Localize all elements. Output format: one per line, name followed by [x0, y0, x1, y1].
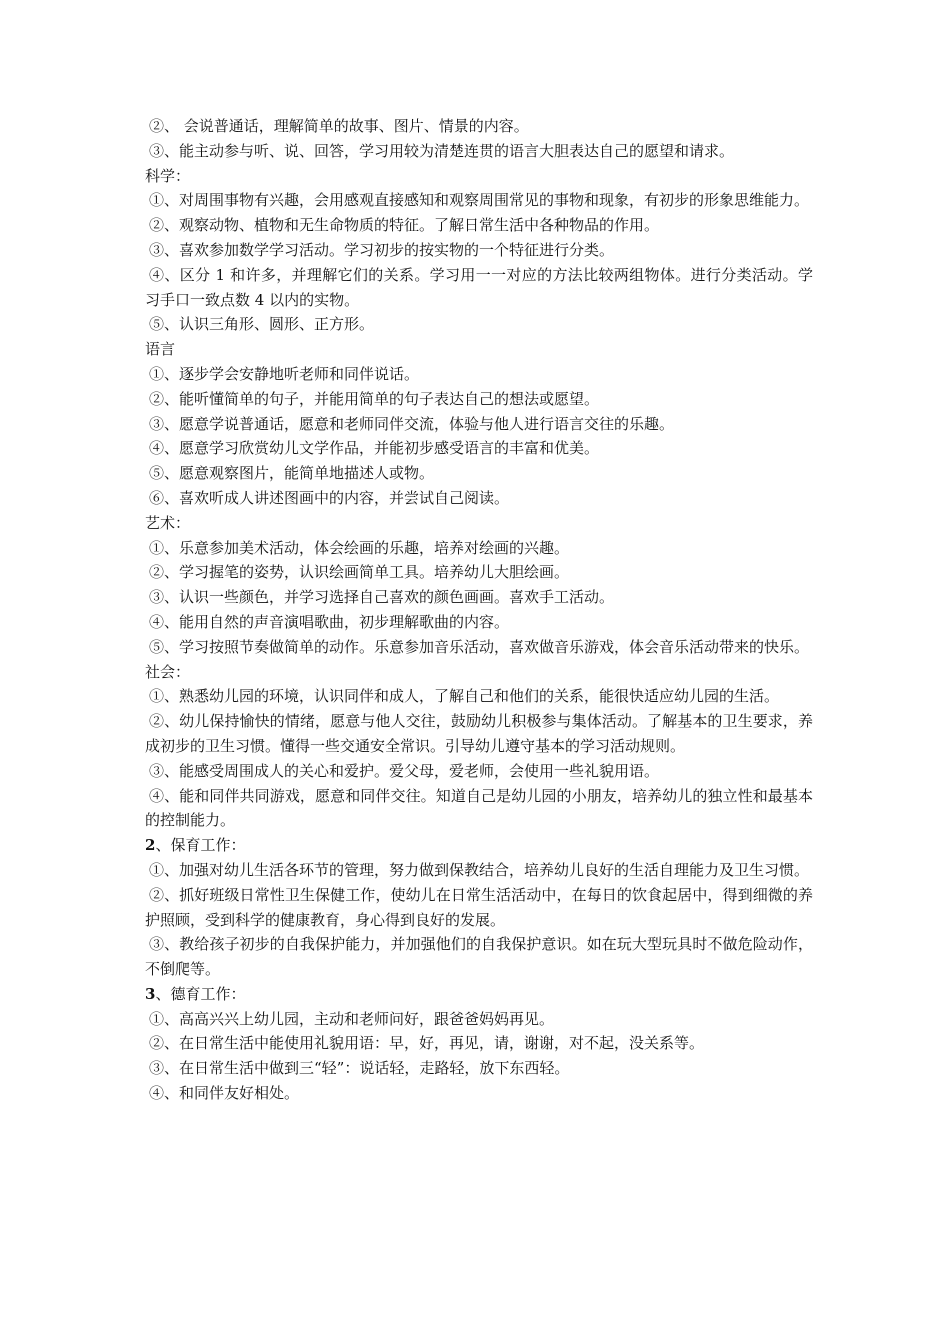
list-item: ④、区分 1 和许多，并理解它们的关系。学习用一一对应的方法比较两组物体。进行分类活动。学习手口一致点数 4 以内的实物。: [145, 265, 813, 309]
list-item: ③、能主动参与听、说、回答，学习用较为清楚连贯的语言大胆表达自己的愿望和请求。: [149, 141, 735, 160]
list-item: ③、认识一些颜色，并学习选择自己喜欢的颜色画画。喜欢手工活动。: [149, 588, 615, 607]
list-item: ②、抓好班级日常性卫生保健工作，使幼儿在日常生活活动中，在每日的饮食起居中，得到细微的养护照顾，受到科学的健康教育，身心得到良好的发展。: [145, 885, 813, 929]
list-item: ④、愿意学习欣赏幼儿文学作品，并能初步感受语言的丰富和优美。: [149, 439, 600, 458]
section-title: 、保育工作：: [155, 836, 246, 855]
list-item: ②、在日常生活中能使用礼貌用语：早，好，再见，请，谢谢，对不起，没关系等。: [149, 1034, 705, 1053]
list-item: ③、能感受周围成人的关心和爱护。爱父母，爱老师，会使用一些礼貌用语。: [149, 761, 660, 780]
list-item: ④、能用自然的声音演唱歌曲，初步理解歌曲的内容。: [149, 612, 510, 631]
subject-heading: 语言: [145, 340, 176, 359]
subject-heading: 科学：: [145, 166, 191, 185]
list-item: ①、逐步学会安静地听老师和同伴说话。: [149, 364, 420, 383]
section-title: 、德育工作：: [155, 984, 246, 1003]
list-item: ③、教给孩子初步的自我保护能力，并加强他们的自我保护意识。如在玩大型玩具时不做危险动作，不倒爬等。: [145, 935, 813, 979]
section-heading: [145, 833, 813, 858]
list-item: ④、和同伴友好相处。: [149, 1084, 300, 1103]
list-item: ②、学习握笔的姿势，认识绘画简单工具。培养幼儿大胆绘画。: [149, 563, 570, 582]
list-item: ①、熟悉幼儿园的环境，认识同伴和成人，了解自己和他们的关系，能很快适应幼儿园的生活。: [149, 687, 780, 706]
list-item: ③、愿意学说普通话，愿意和老师同伴交流，体验与他人进行语言交往的乐趣。: [149, 414, 675, 433]
list-item: ①、加强对幼儿生活各环节的管理，努力做到保教结合，培养幼儿良好的生活自理能力及卫生习惯。: [149, 860, 810, 879]
section-number: 2: [145, 836, 156, 855]
subject-heading: 社会：: [145, 662, 191, 681]
list-item: ③、在日常生活中做到三“轻”：说话轻，走路轻，放下东西轻。: [149, 1059, 570, 1078]
section-number: 3: [145, 984, 156, 1003]
list-item: ⑤、学习按照节奏做简单的动作。乐意参加音乐活动，喜欢做音乐游戏，体会音乐活动带来的快乐。: [149, 637, 810, 656]
list-item: ⑤、愿意观察图片，能简单地描述人或物。: [149, 464, 435, 483]
list-item: ④、能和同伴共同游戏，愿意和同伴交往。知道自己是幼儿园的小朋友，培养幼儿的独立性和最基本的控制能力。: [145, 786, 813, 830]
list-item: ⑥、喜欢听成人讲述图画中的内容，并尝试自己阅读。: [149, 488, 510, 507]
list-item: ②、 会说普通话，理解简单的故事、图片、情景的内容。: [149, 117, 529, 135]
document-body: [145, 114, 813, 1106]
list-item: ②、能听懂简单的句子，并能用简单的句子表达自己的想法或愿望。: [149, 389, 600, 408]
list-item: ⑤、认识三角形、圆形、正方形。: [149, 315, 375, 334]
section-heading: [145, 982, 813, 1007]
subject-heading: 艺术：: [145, 513, 191, 532]
list-item: ③、喜欢参加数学学习活动。学习初步的按实物的一个特征进行分类。: [149, 240, 615, 259]
list-item: ②、观察动物、植物和无生命物质的特征。了解日常生活中各种物品的作用。: [149, 216, 660, 235]
list-item: ①、对周围事物有兴趣，会用感观直接感知和观察周围常见的事物和现象，有初步的形象思维能力。: [149, 191, 810, 210]
list-item: ①、高高兴兴上幼儿园，主动和老师问好，跟爸爸妈妈再见。: [149, 1009, 555, 1028]
list-item: ②、幼儿保持愉快的情绪，愿意与他人交往，鼓励幼儿积极参与集体活动。了解基本的卫生要求，养成初步的卫生习惯。懂得一些交通安全常识。引导幼儿遵守基本的学习活动规则。: [145, 712, 813, 755]
list-item: ①、乐意参加美术活动，体会绘画的乐趣，培养对绘画的兴趣。: [149, 538, 570, 557]
